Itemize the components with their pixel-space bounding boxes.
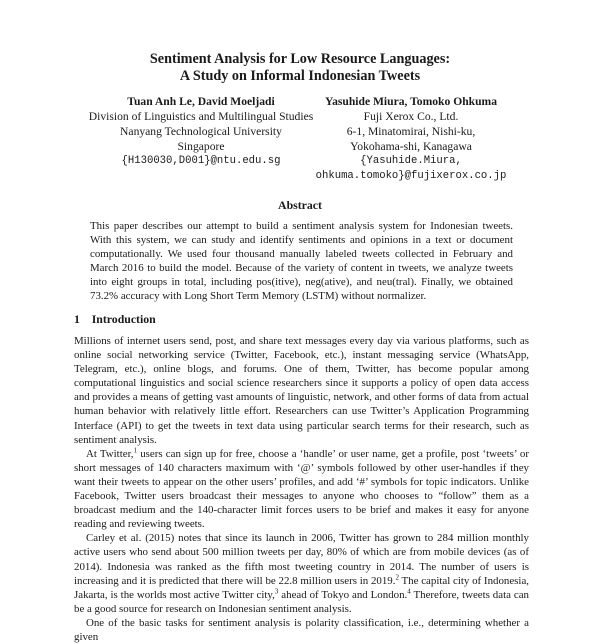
paragraph: One of the basic tasks for sentiment analysis is polarity classification, i.e., determining whether a given — [74, 616, 529, 643]
abstract-heading: Abstract — [278, 198, 322, 212]
author-affiliation: Fuji Xerox Co., Ltd. — [363, 110, 459, 123]
footnote-marker[interactable]: 2 — [395, 572, 399, 581]
footnote-marker[interactable]: 3 — [274, 587, 279, 596]
paper-title-line-1: Sentiment Analysis for Low Resource Languages: — [149, 51, 451, 67]
paragraph: Millions of internet users send, post, and share text messages every day via various platforms, such as online social networking service (Twitter, Facebook, etc.), instant messaging service (WhatsApp, Telegram, etc.), online blogs, and forums. One of them, Twitter, has become popular among computational linguistics and social science researchers since it supports a policy of open data access and provides a means of getting vast amounts of linguistic, network, and other forms of data from actual human behavior with relatively little effort. Researchers can use Twitter’s Application Programming Interface (API) to get the tweets in text data using particular search terms for their research, such as sentiment analysis. — [74, 335, 529, 446]
introduction-body — [74, 334, 529, 644]
footnote-marker[interactable]: 1 — [133, 446, 137, 455]
author-names: Tuan Anh Le, David Moeljadi — [127, 95, 275, 108]
section-title: Introduction — [91, 312, 156, 326]
author-affiliation: 6-1, Minatomirai, Nishi-ku, — [346, 125, 476, 138]
section-heading — [74, 312, 156, 327]
author-affiliation: Division of Linguistics and Multilingual Studies — [88, 110, 314, 123]
footnote-marker[interactable]: 4 — [407, 587, 411, 596]
author-email: {Yasuhide.Miura, — [360, 155, 462, 167]
author-email: {H130030,D001}@ntu.edu.sg — [121, 155, 281, 167]
author-affiliation: Yokohama-shi, Kanagawa — [350, 140, 472, 153]
abstract-text: This paper describes our attempt to build a sentiment analysis system for Indonesian tweets. With this system, we can study and identify sentiments and opinions in a text or document computationally. We used four thousand manually labeled tweets collected in February and March 2016 to build the model. Because of the variety of content in tweets, we analyze tweets into eight groups in total, including pos(itive), neg(ative), and neu(tral). Finally, we obtained 73.2% accuracy with Long Short Term Memory (LSTM) without normalizer. — [90, 220, 513, 303]
paragraph: Carley et al. (2015) notes that since its launch in 2006, Twitter has grown to 284 million monthly active users who send about 500 million tweets per day, 80% of which are from mobile devices (as of 2014). Indonesia was ranked as the fifth most tweeting country in 2014. The number of users is increasing and it is predicted that there will be 22.8 million users in 2019.$^2$ The capital city of Indonesia, Jakarta, is the worlds most active Twitter city,$^3$ ahead of Tokyo and London.$^4$ Therefore, tweets data can be a good source for research on Indonesian sentiment analysis. — [74, 532, 529, 615]
author-affiliation: Singapore — [177, 140, 225, 153]
author-email: ohkuma.tomoko}@fujixerox.co.jp — [315, 170, 507, 182]
section-number: 1 — [74, 312, 80, 326]
paragraph: At Twitter,$^1$ users can sign up for free, choose a ‘handle’ or user name, get a profile, post ‘tweets’ or short messages of 140 characters maximum with ‘@’ symbols followed by other user-handles if they want their tweets to appear on the other users’ profiles, and add ‘#’ symbols for topic indicators. Unlike Facebook, Twitter users broadcast their messages to anyone who chooses to “follow” them as a broadcast medium and the 140-character limit forces users to be brief and makes it easy for anyone reading and reviewing tweets. — [74, 446, 529, 531]
paper-title-line-2: A Study on Informal Indonesian Tweets — [179, 68, 421, 84]
author-names: Yasuhide Miura, Tomoko Ohkuma — [324, 95, 498, 108]
author-block-fujixerox — [286, 94, 536, 184]
author-affiliation: Nanyang Technological University — [120, 125, 282, 138]
